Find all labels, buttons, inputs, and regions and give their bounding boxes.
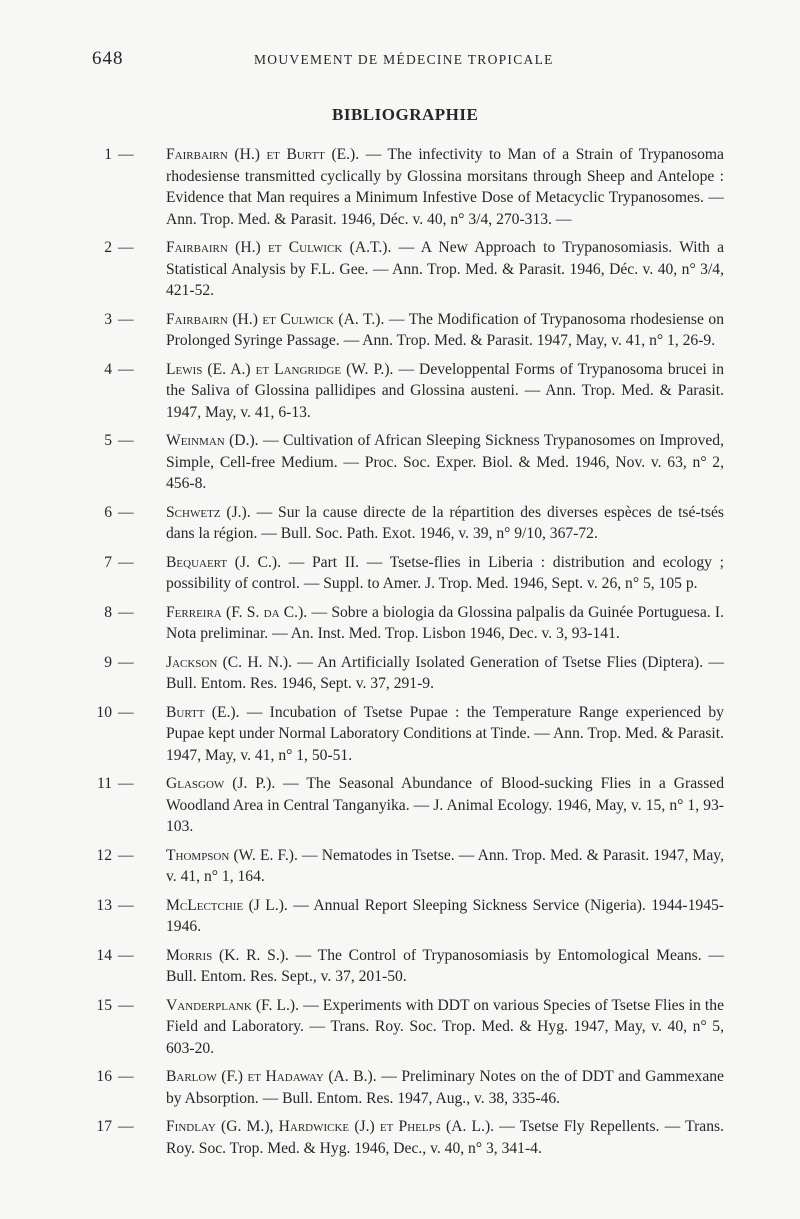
entry-text: — The Modification of Trypanosoma rhodesiense on Prolonged Syringe Passage. — Ann. Trop. Med. & Parasit. 1947, May, v. 41, n° 1, 26-9. xyxy=(166,310,724,349)
running-title: MOUVEMENT DE MÉDECINE TROPICALE xyxy=(254,52,554,67)
entry-number: 1 xyxy=(104,146,112,163)
entry-text: — Incubation of Tsetse Pupae : the Temperature Range experienced by Pupae kept under Normal Laboratory Conditions at Tinde. — Ann. Trop. Med. & Parasit. 1947, May, v. 41, n° 1, 50-51. xyxy=(166,703,724,764)
entry-authors: McLectchie (J L.). xyxy=(166,896,288,914)
entry-text: — A New Approach to Trypanosomiasis. With a Statistical Analysis by F.L. Gee. — Ann. Trop. Med. & Parasit. 1946, Déc. v. 40, n° 3/4, 421-52. xyxy=(166,239,724,299)
entry-authors: Weinman (D.). xyxy=(166,432,259,449)
entry-authors: Jackson (C. H. N.). xyxy=(166,653,293,671)
entry-text: — Sobre a biologia da Glossina palpalis da Guinée Portuguesa. I. Nota preliminar. — An. Inst. Med. Trop. Lisbon 1946, Dec. v. 3, 93-141. xyxy=(166,603,725,642)
page-header xyxy=(92,48,760,72)
list-item xyxy=(0,237,800,302)
entry-number: 7 xyxy=(104,553,112,571)
entry-text: — Developpental Forms of Trypanosoma brucei in the Saliva of Glossina pallidipes and Glossina austeni. — Ann. Trop. Med. & Parasit. 1947, May, v. 41, 6-13. xyxy=(166,360,724,421)
entry-number: 8 xyxy=(104,603,112,621)
entry-number: 14 xyxy=(96,946,112,964)
entry-text: — The Seasonal Abundance of Blood-sucking Flies in a Grassed Woodland Area in Central Tanganyika. — J. Animal Ecology. 1946, May, v. 15, n° 1, 93-103. xyxy=(166,775,724,835)
entry-number: 5 xyxy=(104,432,112,449)
entry-dash: — xyxy=(118,1068,134,1085)
entry-dash: — xyxy=(118,946,134,964)
entry-authors: Burtt (E.). xyxy=(166,703,240,721)
entry-number: 4 xyxy=(104,360,112,378)
list-item xyxy=(0,995,800,1060)
list-item xyxy=(0,652,800,695)
entry-number: 12 xyxy=(96,846,112,864)
entry-dash: — xyxy=(118,896,134,914)
entry-number: 16 xyxy=(96,1068,112,1085)
list-item xyxy=(0,945,800,988)
list-item xyxy=(0,1116,800,1159)
list-item xyxy=(0,702,800,767)
entry-authors: Fairbairn (H.) et Culwick (A. T.). xyxy=(166,310,385,328)
entry-authors: Bequaert (J. C.). xyxy=(166,553,281,571)
list-item xyxy=(0,309,800,352)
entry-text: — An Artificially Isolated Generation of Tsetse Flies (Diptera). — Bull. Entom. Res. 1946, Sept. v. 37, 291-9. xyxy=(166,653,724,692)
entry-number: 9 xyxy=(104,653,112,671)
entry-text: — Experiments with DDT on various Species of Tsetse Flies in the Field and Laboratory. — Trans. Roy. Soc. Trop. Med. & Hyg. 1947, May, v. 40, n° 5, 603-20. xyxy=(166,996,724,1057)
bibliography-list xyxy=(0,144,800,1166)
entry-text: — The Control of Trypanosomiasis by Entomological Means. — Bull. Entom. Res. Sept., v. 37, 201-50. xyxy=(166,946,724,985)
entry-authors: Fairbairn (H.) et Burtt (E.). xyxy=(166,146,360,163)
list-item xyxy=(0,552,800,595)
entry-authors: Barlow (F.) et Hadaway (A. B.). xyxy=(166,1068,377,1085)
entry-text: — Cultivation of African Sleeping Sickness Trypanosomes on Improved, Simple, Cell-free Medium. — Proc. Soc. Exper. Biol. & Med. 1946, Nov. v. 63, n° 2, 456-8. xyxy=(166,432,724,492)
list-item xyxy=(0,602,800,645)
entry-dash: — xyxy=(118,432,134,449)
entry-dash: — xyxy=(118,603,134,621)
entry-number: 11 xyxy=(96,775,112,792)
entry-text: — Nematodes in Tsetse. — Ann. Trop. Med. & Parasit. 1947, May, v. 41, n° 1, 164. xyxy=(166,846,724,885)
entry-dash: — xyxy=(118,553,134,571)
list-item xyxy=(0,359,800,424)
entry-dash: — xyxy=(118,360,134,378)
entry-authors: Lewis (E. A.) et Langridge (W. P.). xyxy=(166,360,394,378)
entry-dash: — xyxy=(118,503,134,521)
entry-dash: — xyxy=(118,775,134,792)
list-item xyxy=(0,773,800,838)
entry-number: 6 xyxy=(104,503,112,521)
entry-dash: — xyxy=(118,239,134,256)
entry-number: 2 xyxy=(104,239,112,256)
list-item xyxy=(0,144,800,230)
entry-authors: Vanderplank (F. L.). xyxy=(166,996,300,1014)
entry-authors: Morris (K. R. S.). xyxy=(166,946,289,964)
entry-text: — Annual Report Sleeping Sickness Service (Nigeria). 1944-1945-1946. xyxy=(166,896,724,935)
entry-text: — Preliminary Notes on the of DDT and Gammexane by Absorption. — Bull. Entom. Res. 1947, Aug., v. 38, 335-46. xyxy=(166,1068,724,1107)
page-number: 648 xyxy=(92,48,124,69)
entry-authors: Glasgow (J. P.). xyxy=(166,775,276,792)
entry-number: 17 xyxy=(96,1118,112,1135)
entry-number: 13 xyxy=(96,896,112,914)
entry-number: 10 xyxy=(96,703,112,721)
entry-authors: Fairbairn (H.) et Culwick (A.T.). xyxy=(166,239,392,256)
entry-dash: — xyxy=(118,846,134,864)
entry-dash: — xyxy=(118,146,134,163)
entry-dash: — xyxy=(118,310,134,328)
entry-dash: — xyxy=(118,703,134,721)
list-item xyxy=(0,895,800,938)
entry-text: — The infectivity to Man of a Strain of Trypanosoma rhodesiense transmitted cyclically by Glossina morsitans through Sheep and Antelope : Evidence that Man requires a Minimum Infestive Dose of Metacyclic Trypanosomes. — Ann. Trop. Med. & Parasit. 1946, Déc. v. 40, n° 3/4, 270-313. — xyxy=(166,146,724,228)
entry-number: 3 xyxy=(104,310,112,328)
list-item xyxy=(0,502,800,545)
list-item xyxy=(0,430,800,495)
entry-text: — Tsetse Fly Repellents. — Trans. Roy. Soc. Trop. Med. & Hyg. 1946, Dec., v. 40, n° 3, 341-4. xyxy=(166,1118,724,1157)
entry-dash: — xyxy=(118,653,134,671)
section-title: BIBLIOGRAPHIE xyxy=(332,105,479,124)
entry-text: — Sur la cause directe de la répartition des diverses espèces de tsé-tsés dans la région. — Bull. Soc. Path. Exot. 1946, v. 39, n° 9/10, 367-72. xyxy=(166,503,724,542)
entry-authors: Thompson (W. E. F.). xyxy=(166,846,298,864)
entry-dash: — xyxy=(118,1118,134,1135)
entry-text: — Part II. — Tsetse-flies in Liberia : distribution and ecology ; possibility of control. — Suppl. to Amer. J. Trop. Med. 1946, Sept. v. 26, n° 5, 105 p. xyxy=(166,553,724,592)
entry-authors: Findlay (G. M.), Hardwicke (J.) et Phelps (A. L.). xyxy=(166,1118,495,1135)
entry-dash: — xyxy=(118,996,134,1014)
entry-authors: Schwetz (J.). xyxy=(166,503,251,521)
list-item xyxy=(0,1066,800,1109)
entry-authors: Ferreira (F. S. da C.). xyxy=(166,603,308,621)
list-item xyxy=(0,845,800,888)
entry-number: 15 xyxy=(96,996,112,1014)
